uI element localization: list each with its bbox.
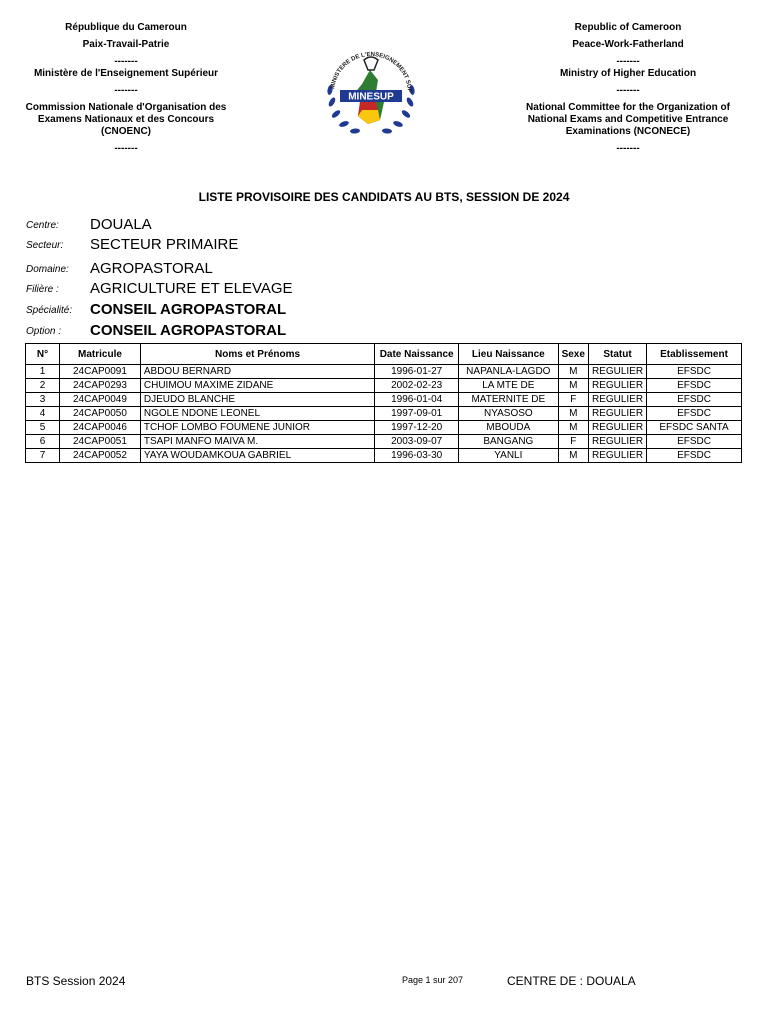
- column-header: Etablissement: [647, 344, 742, 365]
- cell-name: TCHOF LOMBO FOUMENE JUNIOR: [140, 421, 374, 435]
- cell-school: EFSDC SANTA: [647, 421, 742, 435]
- cell-birthplace: NAPANLA-LAGDO: [459, 365, 559, 379]
- column-header: Sexe: [558, 344, 588, 365]
- column-header: Matricule: [60, 344, 141, 365]
- committee-en-line3: Examinations (NCONECE): [565, 126, 691, 137]
- cell-matricule: 24CAP0052: [60, 449, 141, 463]
- separator: -------: [616, 143, 640, 154]
- header-right: [508, 22, 748, 155]
- specialite-value: CONSEIL AGROPASTORAL: [90, 301, 287, 318]
- header-left: [6, 22, 246, 155]
- cell-status: REGULIER: [588, 379, 646, 393]
- cell-birthplace: MBOUDA: [459, 421, 559, 435]
- cell-birthdate: 1996-01-04: [375, 393, 459, 407]
- cell-status: REGULIER: [588, 449, 646, 463]
- cell-birthdate: 1996-03-30: [375, 449, 459, 463]
- filiere-value: AGRICULTURE ET ELEVAGE: [90, 280, 293, 297]
- cell-number: 7: [26, 449, 60, 463]
- commission-fr-line2: Examens Nationaux et des Concours: [37, 114, 215, 125]
- cell-school: EFSDC: [647, 407, 742, 421]
- table-row: [26, 407, 742, 421]
- cell-name: DJEUDO BLANCHE: [140, 393, 374, 407]
- column-header: Noms et Prénoms: [140, 344, 374, 365]
- ministry-en: Ministry of Higher Education: [559, 68, 697, 79]
- separator: -------: [616, 85, 640, 96]
- cell-status: REGULIER: [588, 421, 646, 435]
- cell-sex: M: [558, 365, 588, 379]
- footer-centre: CENTRE DE : DOUALA: [507, 974, 636, 988]
- meta-label: Filière :: [26, 284, 59, 295]
- cell-sex: M: [558, 449, 588, 463]
- column-header: Statut: [588, 344, 646, 365]
- separator: -------: [114, 85, 138, 96]
- motto-fr: Paix-Travail-Patrie: [82, 39, 170, 50]
- meta-label: Spécialité:: [26, 305, 73, 316]
- cell-sex: F: [558, 435, 588, 449]
- cell-matricule: 24CAP0091: [60, 365, 141, 379]
- cell-school: EFSDC: [647, 365, 742, 379]
- cell-matricule: 24CAP0046: [60, 421, 141, 435]
- cell-name: ABDOU BERNARD: [140, 365, 374, 379]
- cell-school: EFSDC: [647, 393, 742, 407]
- cell-birthplace: NYASOSO: [459, 407, 559, 421]
- footer-page-number: Page 1 sur 207: [402, 975, 464, 985]
- country-en: Republic of Cameroon: [574, 22, 682, 33]
- cell-birthdate: 1997-09-01: [375, 407, 459, 421]
- cell-school: EFSDC: [647, 435, 742, 449]
- cell-number: 4: [26, 407, 60, 421]
- table-row: [26, 435, 742, 449]
- cell-sex: F: [558, 393, 588, 407]
- cell-number: 6: [26, 435, 60, 449]
- separator: -------: [114, 56, 138, 67]
- cell-name: TSAPI MANFO MAIVA M.: [140, 435, 374, 449]
- commission-fr-line3: (CNOENC): [101, 126, 151, 137]
- table-row: [26, 365, 742, 379]
- cell-birthdate: 2003-09-07: [375, 435, 459, 449]
- cell-name: CHUIMOU MAXIME ZIDANE: [140, 379, 374, 393]
- cell-matricule: 24CAP0051: [60, 435, 141, 449]
- table-header-row: [26, 344, 742, 365]
- domaine-value: AGROPASTORAL: [90, 260, 213, 277]
- cell-name: YAYA WOUDAMKOUA GABRIEL: [140, 449, 374, 463]
- cell-school: EFSDC: [647, 449, 742, 463]
- cell-birthdate: 1996-01-27: [375, 365, 459, 379]
- cell-birthdate: 1997-12-20: [375, 421, 459, 435]
- committee-en-line2: National Exams and Competitive Entrance: [527, 114, 729, 125]
- committee-en-line1: National Committee for the Organization of: [526, 102, 730, 113]
- table-row: [26, 393, 742, 407]
- cell-number: 5: [26, 421, 60, 435]
- table-row: [26, 449, 742, 463]
- document-title: LISTE PROVISOIRE DES CANDIDATS AU BTS, SESSION DE 2024: [198, 190, 570, 204]
- option-value: CONSEIL AGROPASTORAL: [90, 322, 287, 339]
- cell-status: REGULIER: [588, 365, 646, 379]
- cell-matricule: 24CAP0293: [60, 379, 141, 393]
- cell-birthplace: YANLI: [459, 449, 559, 463]
- cell-number: 2: [26, 379, 60, 393]
- cell-status: REGULIER: [588, 393, 646, 407]
- cell-matricule: 24CAP0049: [60, 393, 141, 407]
- centre-value: DOUALA: [90, 216, 152, 233]
- cell-status: REGULIER: [588, 407, 646, 421]
- cell-name: NGOLE NDONE LEONEL: [140, 407, 374, 421]
- meta-label: Domaine:: [26, 264, 69, 275]
- column-header: Lieu Naissance: [459, 344, 559, 365]
- candidates-table: [25, 343, 742, 463]
- table-row: [26, 421, 742, 435]
- cell-birthdate: 2002-02-23: [375, 379, 459, 393]
- commission-fr-line1: Commission Nationale d'Organisation des: [25, 102, 227, 113]
- separator: -------: [114, 143, 138, 154]
- cell-status: REGULIER: [588, 435, 646, 449]
- footer-session: BTS Session 2024: [26, 974, 126, 988]
- column-header: Date Naissance: [375, 344, 459, 365]
- meta-label: Centre:: [26, 220, 59, 231]
- cell-sex: M: [558, 407, 588, 421]
- svg-text:MINESUP: MINESUP: [348, 91, 394, 103]
- cell-birthplace: LA MTE DE: [459, 379, 559, 393]
- cell-number: 1: [26, 365, 60, 379]
- meta-label: Option :: [26, 326, 62, 337]
- cell-school: EFSDC: [647, 379, 742, 393]
- cell-birthplace: MATERNITE DE: [459, 393, 559, 407]
- secteur-value: SECTEUR PRIMAIRE: [90, 236, 239, 253]
- cell-birthplace: BANGANG: [459, 435, 559, 449]
- meta-label: Secteur:: [26, 240, 64, 251]
- country-fr: République du Cameroun: [65, 22, 187, 33]
- cell-sex: M: [558, 379, 588, 393]
- minesup-seal-icon: [318, 40, 424, 146]
- column-header: N°: [26, 344, 60, 365]
- cell-sex: M: [558, 421, 588, 435]
- table-row: [26, 379, 742, 393]
- cell-matricule: 24CAP0050: [60, 407, 141, 421]
- motto-en: Peace-Work-Fatherland: [572, 39, 684, 50]
- svg-text:MINISTERE DE L'ENSEIGNEMENT SU: MINISTERE DE L'ENSEIGNEMENT SUP: [330, 51, 413, 93]
- separator: -------: [616, 56, 640, 67]
- ministry-fr: Ministère de l'Enseignement Supérieur: [33, 68, 219, 79]
- minesup-logo: [318, 40, 424, 146]
- cell-number: 3: [26, 393, 60, 407]
